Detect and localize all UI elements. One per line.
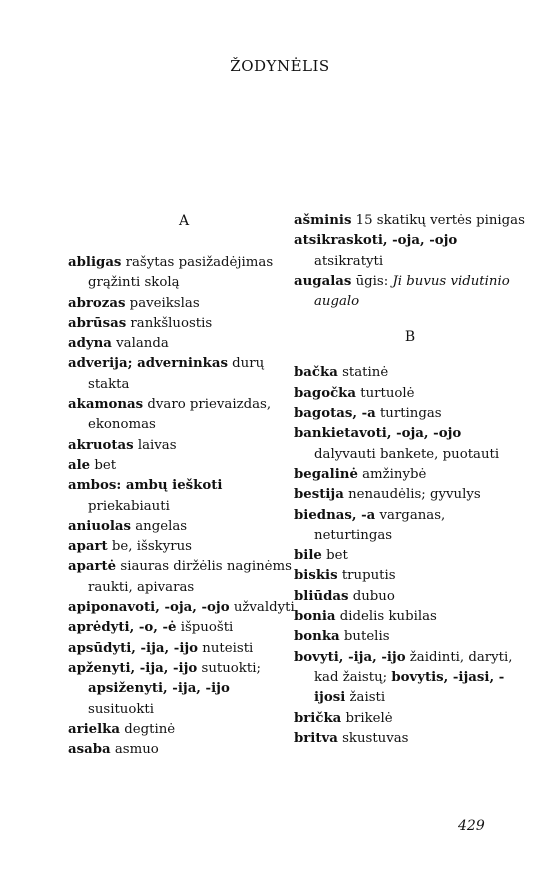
- entry-definition: išpuošti: [176, 620, 234, 636]
- entry-headword: abligas: [68, 255, 122, 270]
- entry-definition: truputis: [337, 568, 396, 584]
- entry-headword: ale: [68, 457, 91, 473]
- entry-definition: siauras diržėlis naginėms raukti, apivaras: [88, 559, 292, 595]
- dictionary-entry: [294, 709, 526, 729]
- dictionary-entry: [68, 395, 300, 436]
- dictionary-entry: [68, 456, 300, 476]
- entry-definition: žaidinti, daryti, kad žaistų;: [314, 649, 513, 685]
- entry-definition: paveikslas: [125, 295, 200, 311]
- dictionary-entry: [294, 363, 526, 383]
- entry-headword: bile: [294, 548, 322, 564]
- entry-headword: bonka: [294, 629, 340, 645]
- dictionary-entry: [294, 231, 526, 272]
- entry-definition: žaisti: [345, 690, 386, 706]
- entry-definition: dalyvauti bankete, puotauti: [314, 446, 500, 462]
- dictionary-entry: [68, 618, 300, 638]
- entry-headword: apženyti, -ija, -ijo: [68, 660, 198, 676]
- dictionary-entry: [294, 424, 526, 465]
- dictionary-entry: [294, 465, 526, 485]
- entry-headword: augalas: [294, 273, 352, 289]
- entry-headword: biednas, -a: [294, 507, 376, 523]
- right-entries-continued: [294, 211, 526, 312]
- entry-headword: bestija: [294, 487, 344, 503]
- dictionary-entry: [68, 436, 300, 456]
- entry-definition: ūgis:: [351, 273, 393, 289]
- entry-headword: apiponavoti, -oja, -ojo: [68, 600, 230, 616]
- entry-definition: didelis kubilas: [335, 609, 437, 625]
- entry-headword: asaba: [68, 742, 111, 758]
- entry-headword: aniuolas: [68, 518, 132, 534]
- right-entries: [294, 363, 526, 749]
- entry-definition: rankšluostis: [126, 315, 213, 331]
- dictionary-entry: [68, 720, 300, 740]
- entry-definition: degtinė: [120, 721, 176, 737]
- dictionary-entry: [68, 476, 300, 517]
- entry-headword: bonia: [294, 609, 336, 625]
- entry-headword: akruotas: [68, 437, 134, 453]
- entry-definition: brikelė: [341, 710, 393, 726]
- entry-headword: bagotas, -a: [294, 406, 376, 422]
- dictionary-entry: [294, 272, 526, 313]
- entry-headword: biskis: [294, 568, 338, 584]
- entry-definition: angelas: [131, 518, 188, 534]
- entry-definition: užvaldyti: [229, 600, 295, 616]
- entry-definition: valanda: [111, 336, 169, 352]
- entry-definition: be, išskyrus: [107, 539, 192, 555]
- entry-definition: varganas, neturtingas: [314, 507, 446, 543]
- entry-headword: apsūdyti, -ija, -ijo: [68, 640, 199, 656]
- entry-headword: bovytis, -ijasi, -ijosi: [314, 669, 505, 706]
- entry-definition: skustuvas: [337, 730, 409, 746]
- entry-headword: akamonas: [68, 397, 144, 413]
- dictionary-entry: [294, 566, 526, 586]
- entry-definition: bet: [90, 457, 117, 473]
- entry-headword: bovyti, -ija, -ijo: [294, 649, 406, 665]
- entry-headword: aprėdyti, -o, -ė: [68, 620, 177, 636]
- entry-example: Ji buvus vidutinio augalo: [314, 273, 510, 310]
- entry-headword: britva: [294, 730, 338, 746]
- dictionary-entry: [294, 607, 526, 627]
- entry-headword: apsiženyti, -ija, -ijo: [88, 681, 230, 697]
- entry-definition: turtuolė: [356, 385, 415, 401]
- entry-definition: statinė: [337, 365, 389, 381]
- entry-headword: atsikraskoti, -oja, -ojo: [294, 233, 458, 249]
- entry-definition: turtingas: [375, 406, 442, 422]
- page-title: ŽODYNĖLIS: [230, 57, 330, 75]
- entry-headword: begalinė: [294, 466, 358, 482]
- entry-headword: bagočka: [294, 385, 357, 401]
- entry-definition: asmuo: [110, 742, 159, 758]
- dictionary-entry: [294, 546, 526, 566]
- dictionary-entry: [294, 627, 526, 647]
- left-entries: [68, 253, 300, 760]
- dictionary-entry: [68, 639, 300, 659]
- entry-headword: ašminis: [294, 213, 352, 228]
- entry-headword: ambos: ambų ieškoti: [68, 478, 223, 494]
- dictionary-entry: [68, 598, 300, 618]
- entry-definition: nenaudėlis; gyvulys: [343, 487, 481, 503]
- entry-definition: nuteisti: [198, 640, 254, 656]
- entry-headword: bačka: [294, 365, 338, 381]
- dictionary-entry: [294, 729, 526, 749]
- entry-definition: priekabiauti: [88, 498, 170, 514]
- dictionary-entry: [68, 659, 300, 720]
- dictionary-entry: [294, 648, 526, 709]
- entry-headword: adyna: [68, 336, 112, 352]
- section-letter-a: A: [178, 213, 190, 229]
- dictionary-entry: [68, 517, 300, 537]
- entry-definition: 15 skatikų vertės pinigas: [351, 213, 525, 228]
- dictionary-entry: [68, 253, 300, 294]
- page-number: 429: [458, 818, 485, 834]
- section-letter-b: B: [404, 329, 416, 346]
- entry-headword: apart: [68, 539, 108, 555]
- dictionary-entry: [68, 557, 300, 598]
- right-column: [294, 211, 526, 749]
- entry-headword: brička: [294, 710, 342, 726]
- entry-definition: durų stakta: [88, 356, 265, 392]
- entry-definition: dvaro prievaizdas, ekonomas: [88, 397, 272, 433]
- left-column: [68, 211, 300, 760]
- dictionary-entry: [294, 506, 526, 547]
- entry-headword: abrozas: [68, 295, 126, 311]
- entry-definition: laivas: [133, 437, 177, 453]
- entry-definition: rašytas pasižadėjimas grąžinti skolą: [88, 255, 274, 291]
- entry-headword: arielka: [68, 721, 121, 737]
- dictionary-entry: [294, 485, 526, 505]
- entry-headword: apartė: [68, 559, 117, 575]
- entry-headword: adverija; adverninkas: [68, 356, 228, 372]
- entry-definition: butelis: [339, 629, 390, 645]
- entry-definition: dubuo: [348, 588, 395, 604]
- dictionary-entry: [68, 354, 300, 395]
- entry-definition: bet: [321, 548, 348, 564]
- entry-definition: sutuokti;: [197, 660, 261, 676]
- dictionary-entry: [294, 211, 526, 231]
- entry-definition: atsikratyti: [314, 253, 384, 269]
- entry-definition: amžinybė: [357, 466, 427, 482]
- dictionary-entry: [68, 537, 300, 557]
- entry-headword: bliūdas: [294, 588, 349, 604]
- dictionary-entry: [68, 294, 300, 314]
- dictionary-entry: [294, 587, 526, 607]
- entry-headword: abrūsas: [68, 315, 127, 331]
- entry-headword: bankietavoti, -oja, -ojo: [294, 426, 462, 442]
- dictionary-entry: [294, 384, 526, 404]
- dictionary-entry: [68, 334, 300, 354]
- entry-definition: susituokti: [88, 701, 155, 717]
- dictionary-entry: [68, 740, 300, 760]
- dictionary-entry: [68, 314, 300, 334]
- dictionary-entry: [294, 404, 526, 424]
